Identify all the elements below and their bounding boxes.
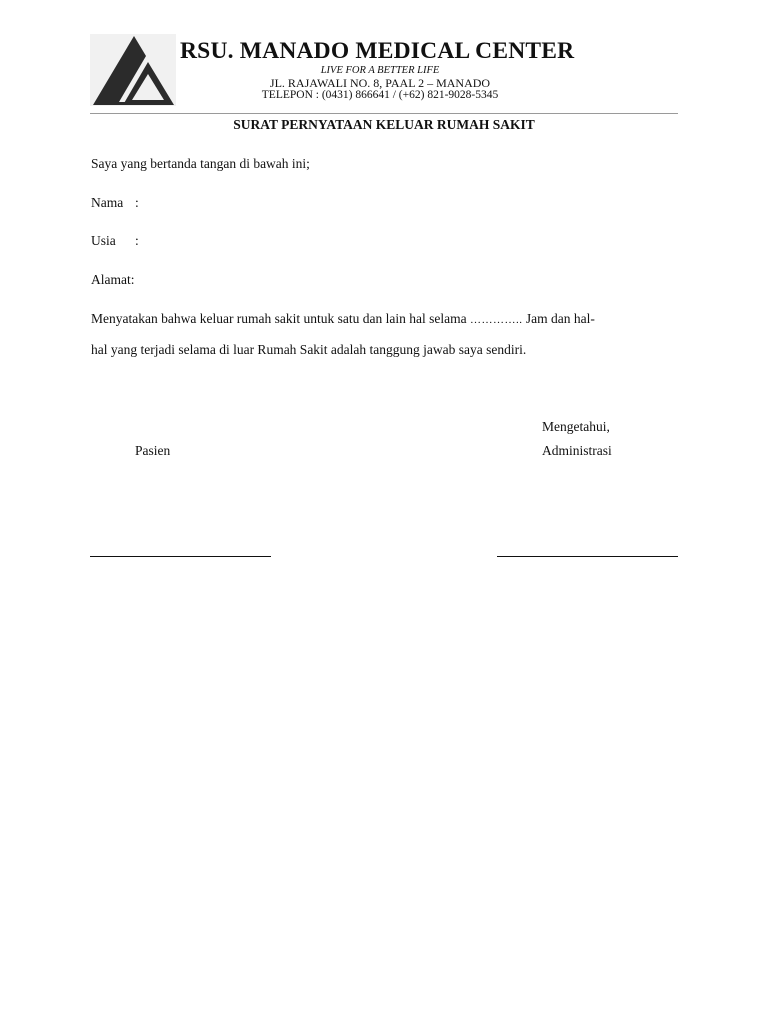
statement-line-1-start: Menyatakan bahwa keluar rumah sakit untuk satu dan lain hal selama: [91, 311, 467, 326]
hospital-address: JL. RAJAWALI NO. 8, PAAL 2 – MANADO: [269, 76, 491, 90]
hospital-logo-icon: [90, 34, 176, 106]
field-usia-colon: :: [135, 233, 139, 248]
hospital-motto: LIVE FOR A BETTER LIFE: [320, 65, 440, 76]
header-divider: [90, 113, 678, 114]
patient-signature-line: [90, 556, 271, 557]
document-title: SURAT PERNYATAAN KELUAR RUMAH SAKIT: [233, 117, 535, 132]
field-nama-label: Nama: [91, 195, 124, 210]
hospital-name: RSU. MANADO MEDICAL CENTER: [180, 38, 575, 64]
field-nama: [91, 195, 139, 211]
statement-line-2: hal yang terjadi selama di luar Rumah Sakit adalah tanggung jawab saya sendiri.: [91, 342, 527, 357]
acknowledge-label: Mengetahui,: [542, 419, 610, 434]
admin-signature-label: Administrasi: [542, 443, 612, 458]
field-nama-colon: :: [135, 195, 139, 210]
patient-signature-label: Pasien: [135, 443, 171, 458]
field-usia: [91, 233, 139, 249]
field-usia-label: Usia: [91, 233, 116, 248]
statement-line-1: [91, 311, 595, 327]
field-alamat: [91, 272, 135, 288]
admin-signature-line: [497, 556, 678, 557]
hospital-phone: TELEPON : (0431) 866641 / (+62) 821-9028-5345: [261, 89, 499, 101]
statement-dots: …………..: [470, 314, 523, 326]
intro-text: Saya yang bertanda tangan di bawah ini;: [91, 156, 310, 171]
field-alamat-colon: :: [130, 272, 135, 287]
field-alamat-label: Alamat: [91, 272, 131, 287]
statement-line-1-end: Jam dan hal-: [525, 311, 595, 326]
